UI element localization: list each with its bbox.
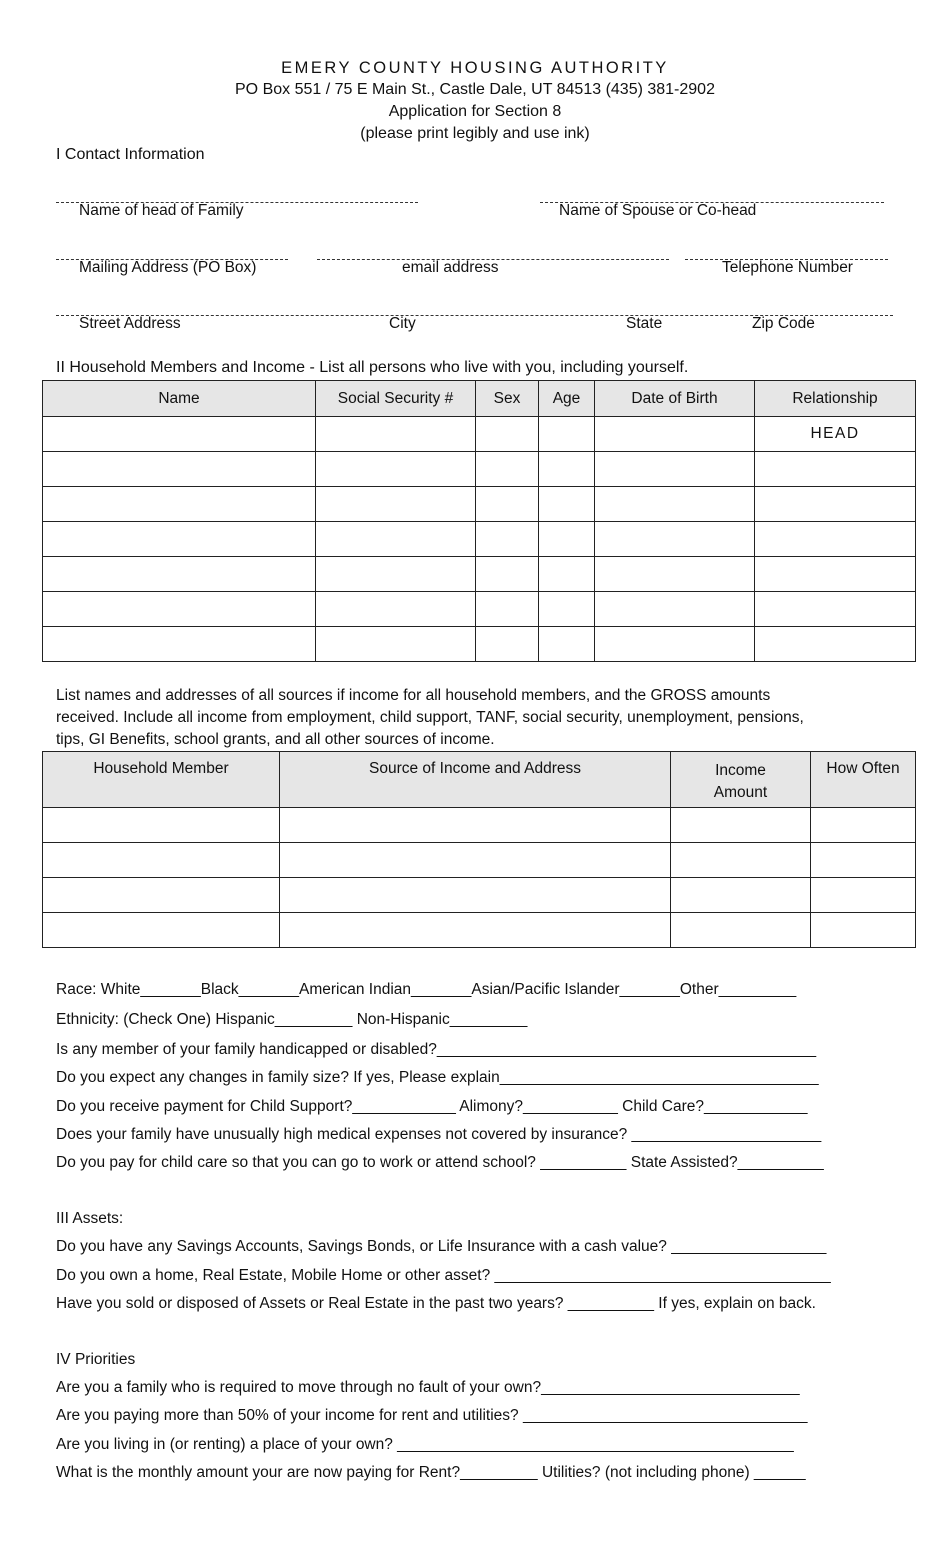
table-row [43,592,916,627]
member-ssn-cell[interactable] [316,627,476,662]
section-priorities-heading: IV Priorities [56,1351,136,1368]
table-row [43,627,916,662]
member-relationship-cell[interactable] [755,557,916,592]
table-row [43,522,916,557]
col-sex: Sex [476,381,539,417]
income-member-cell[interactable] [43,878,280,913]
income-source-cell[interactable] [280,808,671,843]
member-name-cell[interactable] [43,592,316,627]
city-label: City [389,315,416,332]
member-sex-cell[interactable] [476,417,539,452]
income-instructions-line: List names and addresses of all sources if income for all household members, and the GROSS amounts [56,687,771,704]
assets-disposed-question[interactable]: Have you sold or disposed of Assets or Real Estate in the past two years? __________ If yes, explain on back. [56,1295,816,1312]
ethnicity-question[interactable]: Ethnicity: (Check One) Hispanic_________ Non-Hispanic_________ [56,1011,528,1028]
col-household-member: Household Member [43,752,280,808]
member-dob-cell[interactable] [595,627,755,662]
col-income-amount-line2: Amount [713,784,768,801]
member-ssn-cell[interactable] [316,522,476,557]
col-dob: Date of Birth [595,381,755,417]
table-row [43,843,916,878]
member-dob-cell[interactable] [595,452,755,487]
income-source-cell[interactable] [280,913,671,948]
income-sources-table [42,751,916,948]
table-row [43,487,916,522]
col-relationship: Relationship [755,381,916,417]
member-age-cell[interactable] [539,487,595,522]
section-contact-heading: I Contact Information [56,146,205,163]
savings-question[interactable]: Do you have any Savings Accounts, Savings Bonds, or Life Insurance with a cash value? __________________ [56,1238,827,1255]
member-ssn-cell[interactable] [316,592,476,627]
member-name-cell[interactable] [43,417,316,452]
col-age: Age [539,381,595,417]
table-row [43,417,916,452]
org-address: PO Box 551 / 75 E Main St., Castle Dale, UT 84513 (435) 381-2902 [235,81,715,98]
col-name: Name [43,381,316,417]
section-assets-heading: III Assets: [56,1210,124,1227]
relationship-head-cell: HEAD [755,417,916,452]
income-frequency-cell[interactable] [811,913,916,948]
income-frequency-cell[interactable] [811,878,916,913]
income-frequency-cell[interactable] [811,808,916,843]
col-income-source: Source of Income and Address [280,752,671,808]
income-member-cell[interactable] [43,843,280,878]
member-dob-cell[interactable] [595,417,755,452]
income-instructions [56,685,804,751]
member-age-cell[interactable] [539,592,595,627]
family-size-change-question[interactable]: Do you expect any changes in family size? If yes, Please explain_____________________________________ [56,1069,819,1086]
rent-burden-question[interactable]: Are you paying more than 50% of your income for rent and utilities? _________________________________ [56,1407,808,1424]
member-sex-cell[interactable] [476,487,539,522]
member-dob-cell[interactable] [595,522,755,557]
table-row [43,878,916,913]
member-relationship-cell[interactable] [755,452,916,487]
member-age-cell[interactable] [539,557,595,592]
telephone-label: Telephone Number [722,259,853,276]
household-members-table [42,380,916,662]
income-source-cell[interactable] [280,843,671,878]
income-amount-cell[interactable] [671,808,811,843]
member-sex-cell[interactable] [476,452,539,487]
form-header [0,57,950,145]
section-household-heading: II Household Members and Income - List all persons who live with you, including yourself. [56,359,689,376]
member-age-cell[interactable] [539,417,595,452]
member-dob-cell[interactable] [595,487,755,522]
real-estate-question[interactable]: Do you own a home, Real Estate, Mobile Home or other asset? _______________________________________ [56,1267,831,1284]
member-name-cell[interactable] [43,487,316,522]
member-name-cell[interactable] [43,557,316,592]
disability-question[interactable]: Is any member of your family handicapped or disabled?____________________________________________ [56,1041,817,1058]
col-ssn: Social Security # [316,381,476,417]
state-label: State [626,315,663,332]
income-amount-cell[interactable] [671,878,811,913]
member-dob-cell[interactable] [595,592,755,627]
member-age-cell[interactable] [539,452,595,487]
member-ssn-cell[interactable] [316,557,476,592]
member-name-cell[interactable] [43,452,316,487]
income-frequency-cell[interactable] [811,843,916,878]
monthly-rent-question[interactable]: What is the monthly amount your are now paying for Rent?_________ Utilities? (not including phone) ______ [56,1464,806,1481]
support-payments-question[interactable]: Do you receive payment for Child Support?____________ Alimony?___________ Child Care?____________ [56,1098,808,1115]
member-ssn-cell[interactable] [316,487,476,522]
member-ssn-cell[interactable] [316,417,476,452]
member-ssn-cell[interactable] [316,452,476,487]
zip-code-label: Zip Code [752,315,815,332]
form-instruction: (please print legibly and use ink) [360,125,590,142]
table-row [43,557,916,592]
income-amount-cell[interactable] [671,913,811,948]
race-question[interactable]: Race: White_______Black_______American Indian_______Asian/Pacific Islander_______Other_________ [56,981,797,998]
member-relationship-cell[interactable] [755,592,916,627]
table-row [43,913,916,948]
street-address-label: Street Address [79,315,181,332]
member-relationship-cell[interactable] [755,522,916,557]
income-member-cell[interactable] [43,913,280,948]
income-instructions-line: received. Include all income from employment, child support, TANF, social security, unemployment, pensions, [56,709,804,726]
mailing-address-label: Mailing Address (PO Box) [79,259,257,276]
member-age-cell[interactable] [539,627,595,662]
member-name-cell[interactable] [43,627,316,662]
displacement-question[interactable]: Are you a family who is required to move through no fault of your own?______________________________ [56,1379,800,1396]
head-of-family-label: Name of head of Family [79,202,244,219]
member-dob-cell[interactable] [595,557,755,592]
income-amount-cell[interactable] [671,843,811,878]
member-relationship-cell[interactable] [755,487,916,522]
col-how-often: How Often [811,752,916,808]
medical-expenses-question[interactable]: Does your family have unusually high medical expenses not covered by insurance? ______________________ [56,1126,822,1143]
member-age-cell[interactable] [539,522,595,557]
own-place-question[interactable]: Are you living in (or renting) a place of your own? ______________________________________________ [56,1436,794,1453]
spouse-label: Name of Spouse or Co-head [559,202,757,219]
col-income-amount-line1: Income [715,762,766,779]
form-title: Application for Section 8 [388,103,562,120]
member-sex-cell[interactable] [476,522,539,557]
member-name-cell[interactable] [43,522,316,557]
member-sex-cell[interactable] [476,627,539,662]
income-instructions-line: tips, GI Benefits, school grants, and all other sources of income. [56,731,495,748]
income-source-cell[interactable] [280,878,671,913]
member-relationship-cell[interactable] [755,627,916,662]
child-care-question[interactable]: Do you pay for child care so that you can go to work or attend school? __________ State Assisted?__________ [56,1154,824,1171]
col-income-amount [671,752,811,808]
member-sex-cell[interactable] [476,557,539,592]
member-sex-cell[interactable] [476,592,539,627]
income-member-cell[interactable] [43,808,280,843]
org-name: EMERY COUNTY HOUSING AUTHORITY [281,59,669,77]
table-row [43,808,916,843]
table-row [43,452,916,487]
email-label: email address [402,259,499,276]
